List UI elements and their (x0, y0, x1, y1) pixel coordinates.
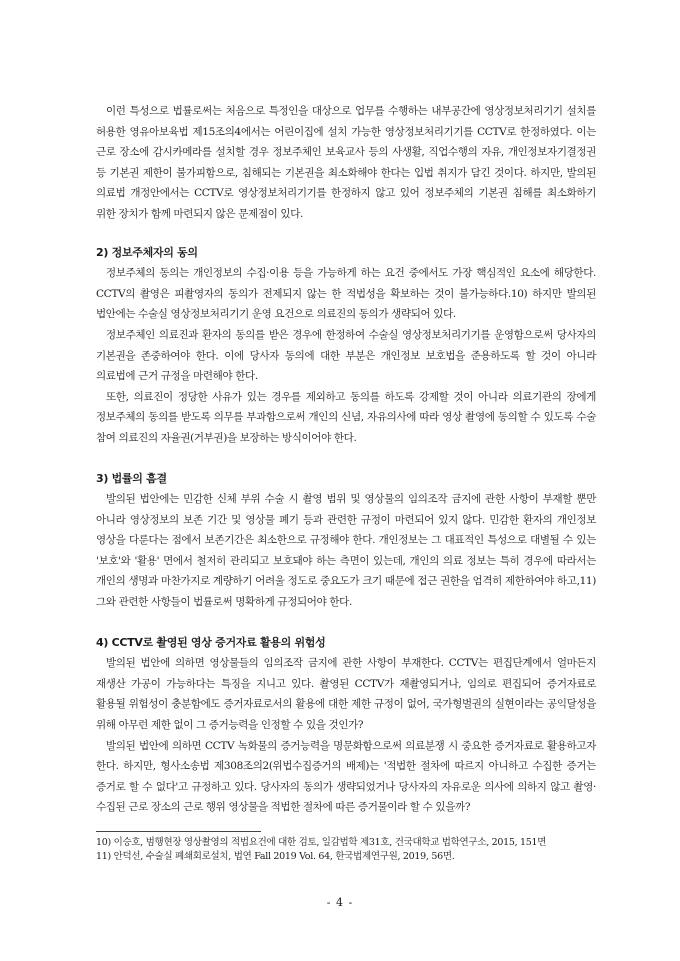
page-number: - 4 - (326, 896, 354, 909)
section-heading-consent: 2) 정보주체자의 동의 (96, 245, 198, 259)
document-body (96, 101, 596, 818)
section-heading-evidence-risk: 4) CCTV로 촬영된 영상 증거자료 활용의 위험성 (96, 635, 326, 649)
footnote-11: 11) 안덕선, 수술실 폐쇄회로설치, 법연 Fall 2019 Vol. 64, 한국법제연구원, 2019, 56면. (96, 851, 455, 862)
consent-paragraph-2: 정보주체인 의료진과 환자의 동의를 받은 경우에 한정하여 수술실 영상정보처리기기를 운영함으로써 당사자의 기본권을 존중하여야 한다. 이에 당사자 동의에 대한 부분은 개인정보 보호법을 준용하도록 할 것이 아니라 의료법에 근거 규정을 마련해야 한다. (96, 328, 596, 383)
consent-paragraph-3: 또한, 의료진이 정당한 사유가 있는 경우를 제외하고 동의를 하도록 강제할 것이 아니라 의료기관의 장에게 정보주체의 동의를 받도록 의무를 부과함으로써 개인의 신념, 자유의사에 따라 영상 촬영에 동의할 수 있도록 수술 참여 의료진의 자율권(거부권)을 보장하는 방식이어야 한다. (96, 390, 596, 444)
consent-paragraph-1: 정보주체의 동의는 개인정보의 수집·이용 등을 가능하게 하는 요건 중에서도 가장 핵심적인 요소에 해당한다. CCTV의 촬영은 피촬영자의 동의가 전제되지 않는 한 적법성을 확보하는 것이 불가능하다.10) 하지만 발의된 법안에는 수술실 영상정보처리기기 운영 요건으로 의료진의 동의가 생략되어 있다. (96, 267, 596, 321)
footnote-divider (96, 831, 261, 832)
legal-gap-paragraph: 발의된 법안에는 민감한 신체 부위 수술 시 촬영 범위 및 영상물의 임의조작 금지에 관한 사항이 부재할 뿐만 아니라 영상정보의 보존 기간 및 영상물 폐기 등과 관련한 규정이 마련되어 있지 않다. 민감한 환자의 개인정보 영상을 다룬다는 점에서 보존기간은 최소한으로 규정해야 한다. 개인정보는 그 대표적인 특성으로 대별될 수 있는 '보호'와 '활용' 면에서 철저히 관리되고 보호돼야 하는 측면이 있는데, 개인의 의료 정보는 특히 경우에 따라서는 개인의 생명과 마찬가지로 계량하기 어려울 정도로 중요도가 크기 때문에 접근 권한을 엄격히 제한하여야 하고,11) 그와 관련한 사항들이 법률로써 명확하게 규정되어야 한다. (96, 493, 596, 609)
evidence-risk-paragraph-1: 발의된 법안에 의하면 영상물들의 임의조작 금지에 관한 사항이 부재한다. CCTV는 편집단계에서 얼마든지 재생산 가공이 가능하다는 특징을 지니고 있다. 촬영된 CCTV가 재촬영되거나, 임의로 편집되어 증거자료로 활용될 위험성이 충분함에도 증거자료로서의 활용에 대한 제한 규정이 없어, 국가형벌권의 실현이라는 공익달성을 위해 아무런 제한 없이 그 증거능력을 인정할 수 있을 것인가? (96, 657, 596, 732)
section-heading-legal-gap: 3) 법률의 흠결 (96, 471, 167, 485)
footnote-10: 10) 이승호, 범행현장 영상촬영의 적법요건에 대한 검토, 일감법학 제31호, 건국대학교 법학연구소, 2015, 151면 (96, 837, 547, 848)
intro-paragraph: 이런 특성으로 법률로써는 처음으로 특정인을 대상으로 업무를 수행하는 내부공간에 영상정보처리기기 설치를 허용한 영유아보육법 제15조의4에서는 어린이집에 설치 가능한 영상정보처리기기를 CCTV로 한정하였다. 이는 근로 장소에 감시카메라를 설치할 경우 정보주체인 보육교사 등의 사생활, 직업수행의 자유, 개인정보자기결정권 등 기본권 제한이 불가피함으로, 침해되는 기본권을 최소화해야 한다는 입법 취지가 담긴 것이다. 하지만, 발의된 의료법 개정안에서는 CCTV로 영상정보처리기기를 한정하지 않고 있어 정보주체의 기본권 침해를 최소화하기 위한 장치가 함께 마련되지 않은 문제점이 있다. (96, 105, 596, 220)
footnotes (96, 836, 596, 864)
evidence-risk-paragraph-2: 발의된 법안에 의하면 CCTV 녹화물의 증거능력을 명문화함으로써 의료분쟁 시 중요한 증거자료로 활용하고자 한다. 하지만, 형사소송법 제308조의2(위법수집증거의 배제)는 '적법한 절차에 따르지 아니하고 수집한 증거는 증거로 할 수 없다'고 규정하고 있다. 당사자의 동의가 생략되었거나 당사자의 자유로운 의사에 의하지 않고 촬영·수집된 근로 장소의 근로 행위 영상물을 적법한 절차에 따른 증거물이라 할 수 있을까? (96, 739, 596, 814)
